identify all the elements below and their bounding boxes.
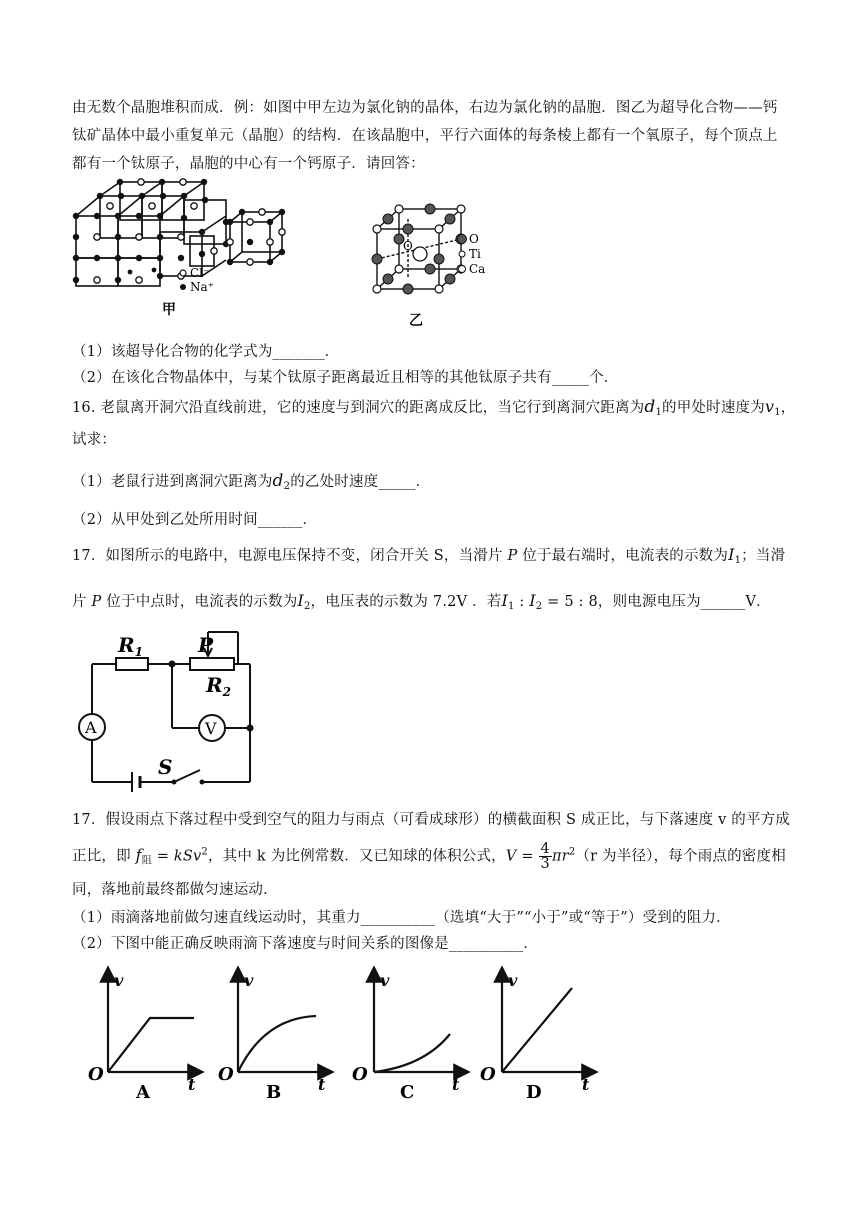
q15-part1: （1）该超导化合物的化学式为_______． xyxy=(72,344,340,360)
caption-yi: 乙 xyxy=(409,313,423,329)
svg-text:t: t xyxy=(452,1075,460,1094)
graph-label-b: B xyxy=(266,1082,282,1103)
q17b-line3: 同，落地前最终都做匀速运动． xyxy=(72,882,278,898)
svg-text:O: O xyxy=(218,1064,234,1085)
legend-ti: Ti xyxy=(469,247,481,261)
graph-label-c: C xyxy=(400,1082,415,1103)
q17b-part2: （2）下图中能正确反映雨滴下落速度与时间关系的图像是__________． xyxy=(72,936,539,952)
switch-label: S xyxy=(158,755,173,779)
q16-part2: （2）从甲处到乙处所用时间______． xyxy=(72,512,318,528)
perovskite-cell-figure xyxy=(365,195,525,335)
intro-line-2: 钛矿晶体中最小重复单元（晶胞）的结构．在该晶胞中，平行六面体的每条棱上都有一个氧原子，每个顶点上 xyxy=(72,128,778,144)
q17a-line1: 17．如图所示的电路中，电源电压保持不变，闭合开关 S，当滑片 P 位于最右端时，电流表的示数为$I_1$；当滑 xyxy=(72,545,786,566)
intro-line-3: 都有一个钛原子，晶胞的中心有一个钙原子．请回答： xyxy=(72,156,425,172)
q16-part1: （1）老鼠行进到离洞穴距离为$d_2$的乙处时速度_____． xyxy=(72,471,431,492)
svg-text:v: v xyxy=(244,971,254,990)
svg-text:v: v xyxy=(114,971,124,990)
label-r2: $R_2$ xyxy=(206,673,231,699)
legend-na: Na⁺ xyxy=(190,280,214,294)
svg-text:v: v xyxy=(508,971,518,990)
voltmeter-label: V xyxy=(205,719,217,738)
graph-label-a: A xyxy=(136,1082,150,1103)
legend-o: O xyxy=(469,232,479,246)
center-o-label: O xyxy=(403,239,413,253)
svg-text:O: O xyxy=(88,1064,104,1085)
svg-text:t: t xyxy=(582,1075,590,1094)
intro-line-1: 由无数个晶胞堆积而成．例：如图中甲左边为氯化钠的晶体，右边为氯化钠的晶胞．图乙为超导化合物——钙 xyxy=(72,100,778,116)
vt-graphs xyxy=(84,962,604,1112)
label-r1: $R_1$ xyxy=(118,633,143,659)
graph-label-d: D xyxy=(526,1082,542,1103)
svg-text:O: O xyxy=(480,1064,496,1085)
q17a-line2: 片 P 位于中点时，电流表的示数为$I_2$，电压表的示数为 7.2V ．若$I_1$ : $I_2 = 5$ : 8，则电源电压为______V． xyxy=(72,591,771,612)
nacl-crystal-figure xyxy=(70,176,320,331)
q15-part2: （2）在该化合物晶体中，与某个钛原子距离最近且相等的其他钛原子共有_____个． xyxy=(72,370,619,386)
svg-text:O: O xyxy=(352,1064,368,1085)
q16-stem-line2: 试求： xyxy=(72,432,117,448)
ammeter-label: A xyxy=(85,718,97,737)
label-p: P xyxy=(198,633,214,657)
q17b-line2: 正比，即 $f_阻 = kSv^2$，其中 k 为比例常数．又已知球的体积公式，V = $\frac{4}{3}$ $\pi r^2(r$ 为半径），每个雨点的密度相 xyxy=(72,841,786,872)
q16-stem-line1: 16. 老鼠离开洞穴沿直线前进，它的速度与到洞穴的距离成反比，当它行到离洞穴距离为$d_1$的甲处时速度为$v_1$， xyxy=(72,397,796,418)
legend-ca: Ca xyxy=(469,262,486,276)
resistor-r2 xyxy=(190,658,234,670)
caption-jia: 甲 xyxy=(162,302,176,318)
resistor-r1 xyxy=(116,658,148,670)
svg-text:t: t xyxy=(188,1075,196,1094)
q17b-part1: （1）雨滴落地前做匀速直线运动时，其重力__________（选填“大于”“小于”或“等于”）受到的阻力． xyxy=(72,910,731,926)
legend-cl: Cl⁻ xyxy=(190,266,210,280)
svg-text:t: t xyxy=(318,1075,326,1094)
svg-text:v: v xyxy=(380,971,390,990)
circuit-diagram xyxy=(74,622,264,794)
q17b-line1: 17．假设雨点下落过程中受到空气的阻力与雨点（可看成球形）的横截面积 S 成正比，与下落速度 v 的平方成 xyxy=(72,812,791,828)
